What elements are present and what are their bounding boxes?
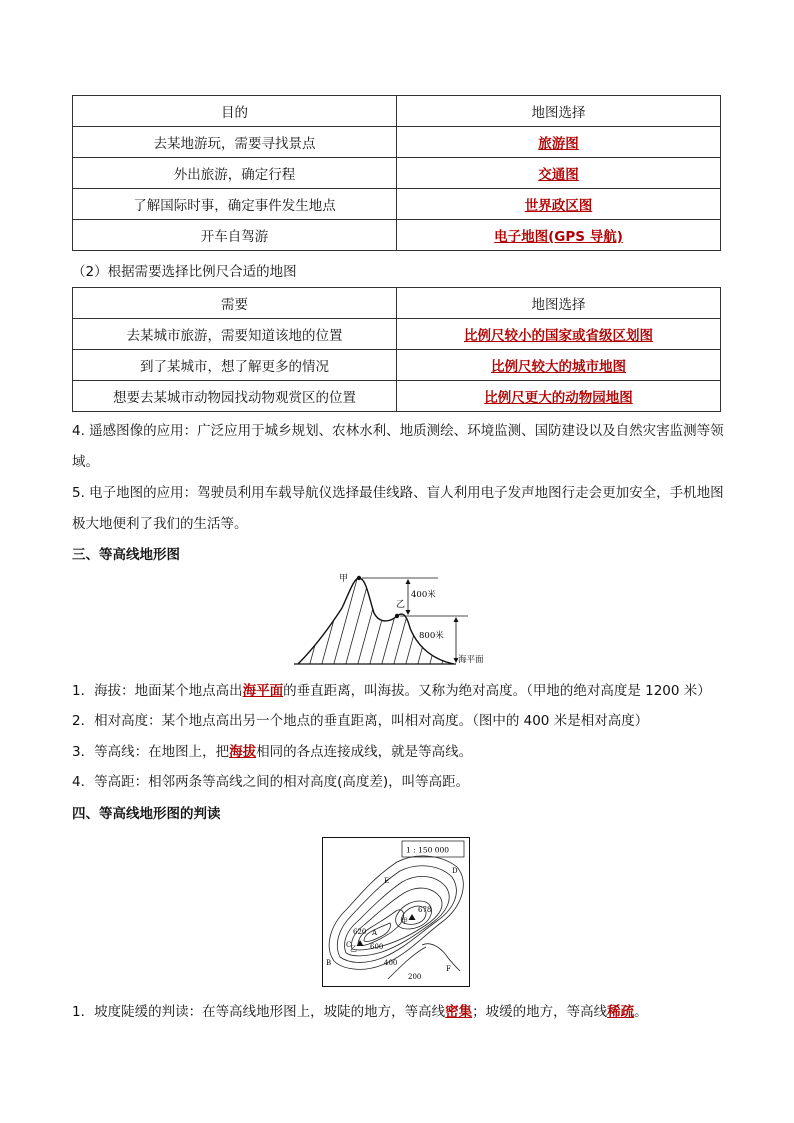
label-sea-level: 海平面 xyxy=(458,655,484,665)
definition-altitude xyxy=(72,681,732,701)
section-title: （2）根据需要选择比例尺合适的地图 xyxy=(72,264,297,280)
table-row xyxy=(73,350,721,381)
contour-label-200: 200 xyxy=(408,973,422,981)
point-label-a: A xyxy=(372,929,378,937)
scale-label: 1 : 150 000 xyxy=(406,845,450,855)
label-jia: 甲 xyxy=(401,917,408,925)
definition-contour-line xyxy=(72,742,732,762)
table-header-row xyxy=(73,96,721,127)
text: 1．坡度陡缓的判读：在等高线地形图上，坡陡的地方，等高线 xyxy=(72,1004,446,1020)
arrow-head xyxy=(406,579,411,584)
table-cell: 到了某城市，想了解更多的情况 xyxy=(73,350,397,381)
table-cell-answer xyxy=(397,319,721,350)
point-label-f: F xyxy=(446,965,451,973)
table-header-cell: 地图选择 xyxy=(397,96,721,127)
answer-text: 密集 xyxy=(445,1004,473,1020)
text: 的垂直距离，叫海拔。又称为绝对高度。（甲地的绝对高度是 1200 米） xyxy=(283,683,711,699)
label-jia: 甲 xyxy=(339,574,349,584)
point-label-e: E xyxy=(384,877,390,885)
answer-text: 世界政区图 xyxy=(524,198,593,214)
answer-text: 旅游图 xyxy=(538,136,579,152)
table-row xyxy=(73,158,721,189)
contour-map xyxy=(322,837,470,987)
label-800m: 800米 xyxy=(419,631,444,641)
table-row xyxy=(73,381,721,412)
table-cell-answer xyxy=(397,220,721,251)
point-label-b: B xyxy=(326,959,332,967)
answer-text: 稀疏 xyxy=(607,1004,635,1020)
table-cell: 外出旅游，确定行程 xyxy=(73,158,397,189)
table-cell-answer xyxy=(397,158,721,189)
table-cell: 了解国际时事，确定事件发生地点 xyxy=(73,189,397,220)
point-label-d: D xyxy=(452,867,458,875)
answer-text: 电子地图(GPS 导航) xyxy=(494,229,623,245)
table-cell: 去某城市旅游，需要知道该地的位置 xyxy=(73,319,397,350)
table-cell-answer xyxy=(397,381,721,412)
answer-text: 海平面 xyxy=(242,683,284,699)
mountain-hatching xyxy=(294,568,468,670)
text: 相同的各点连接成线，就是等高线。 xyxy=(256,744,473,760)
section-heading-contour: 三、等高线地形图 xyxy=(72,547,180,563)
text: 1．海拔：地面某个地点高出 xyxy=(72,683,243,699)
arrow-head xyxy=(406,610,411,615)
label-yi: 乙 xyxy=(350,945,357,953)
table-header-cell: 需要 xyxy=(73,288,397,319)
table-header-cell: 地图选择 xyxy=(397,288,721,319)
table-row xyxy=(73,319,721,350)
contour-label-400: 400 xyxy=(384,959,398,967)
table-cell: 去某地游玩，需要寻找景点 xyxy=(73,127,397,158)
table-cell-answer xyxy=(397,189,721,220)
answer-text: 比例尺较大的城市地图 xyxy=(491,359,626,375)
contour-label-600: 600 xyxy=(370,943,384,951)
definition-relative-height: 2．相对高度：某个地点高出另一个地点的垂直距离，叫相对高度。（图中的 400 米是相对高度） xyxy=(72,713,649,729)
table-row xyxy=(73,189,721,220)
definition-contour-interval: 4．等高距：相邻两条等高线之间的相对高度(高度差)，叫等高距。 xyxy=(72,774,470,790)
table-cell: 开车自驾游 xyxy=(73,220,397,251)
label-400m: 400米 xyxy=(411,590,436,600)
section-heading-reading: 四、等高线地形图的判读 xyxy=(72,806,221,822)
label-yi: 乙 xyxy=(396,600,406,610)
paragraph-electronic-map: 5. 电子地图的应用：驾驶员利用车载导航仪选择最佳线路、盲人利用电子发声地图行走会更加安全，手机地图极大地便利了我们的生活等。 xyxy=(72,485,724,532)
table-cell: 想要去某城市动物园找动物观赏区的位置 xyxy=(73,381,397,412)
table-row xyxy=(73,127,721,158)
answer-text: 海拔 xyxy=(229,744,257,760)
text: ；坡缓的地方，等高线 xyxy=(472,1004,608,1020)
table-row xyxy=(73,220,721,251)
map-purpose-table xyxy=(72,95,721,251)
arrow-head xyxy=(454,617,459,622)
table-header-row xyxy=(73,288,721,319)
answer-text: 交通图 xyxy=(538,167,579,183)
answer-text: 比例尺较小的国家或省级区划图 xyxy=(464,328,653,344)
point-label-c: C xyxy=(346,941,352,949)
table-cell-answer xyxy=(397,350,721,381)
altitude-diagram xyxy=(294,568,494,670)
elevation-620: 620 xyxy=(353,928,367,936)
table-header-cell: 目的 xyxy=(73,96,397,127)
slope-judgment xyxy=(72,1002,732,1022)
map-scale-table xyxy=(72,287,721,412)
peak-jia-point xyxy=(357,576,361,580)
table-cell-answer xyxy=(397,127,721,158)
text: 3．等高线：在地图上，把 xyxy=(72,744,230,760)
peak-yi-point xyxy=(395,614,399,618)
paragraph-remote-sensing: 4. 遥感图像的应用：广泛应用于城乡规划、农林水利、地质测绘、环境监测、国防建设以及自然灾害监测等领域。 xyxy=(72,423,724,470)
text: 。 xyxy=(634,1004,648,1020)
answer-text: 比例尺更大的动物园地图 xyxy=(484,390,633,406)
elevation-678: 678 xyxy=(418,906,432,914)
